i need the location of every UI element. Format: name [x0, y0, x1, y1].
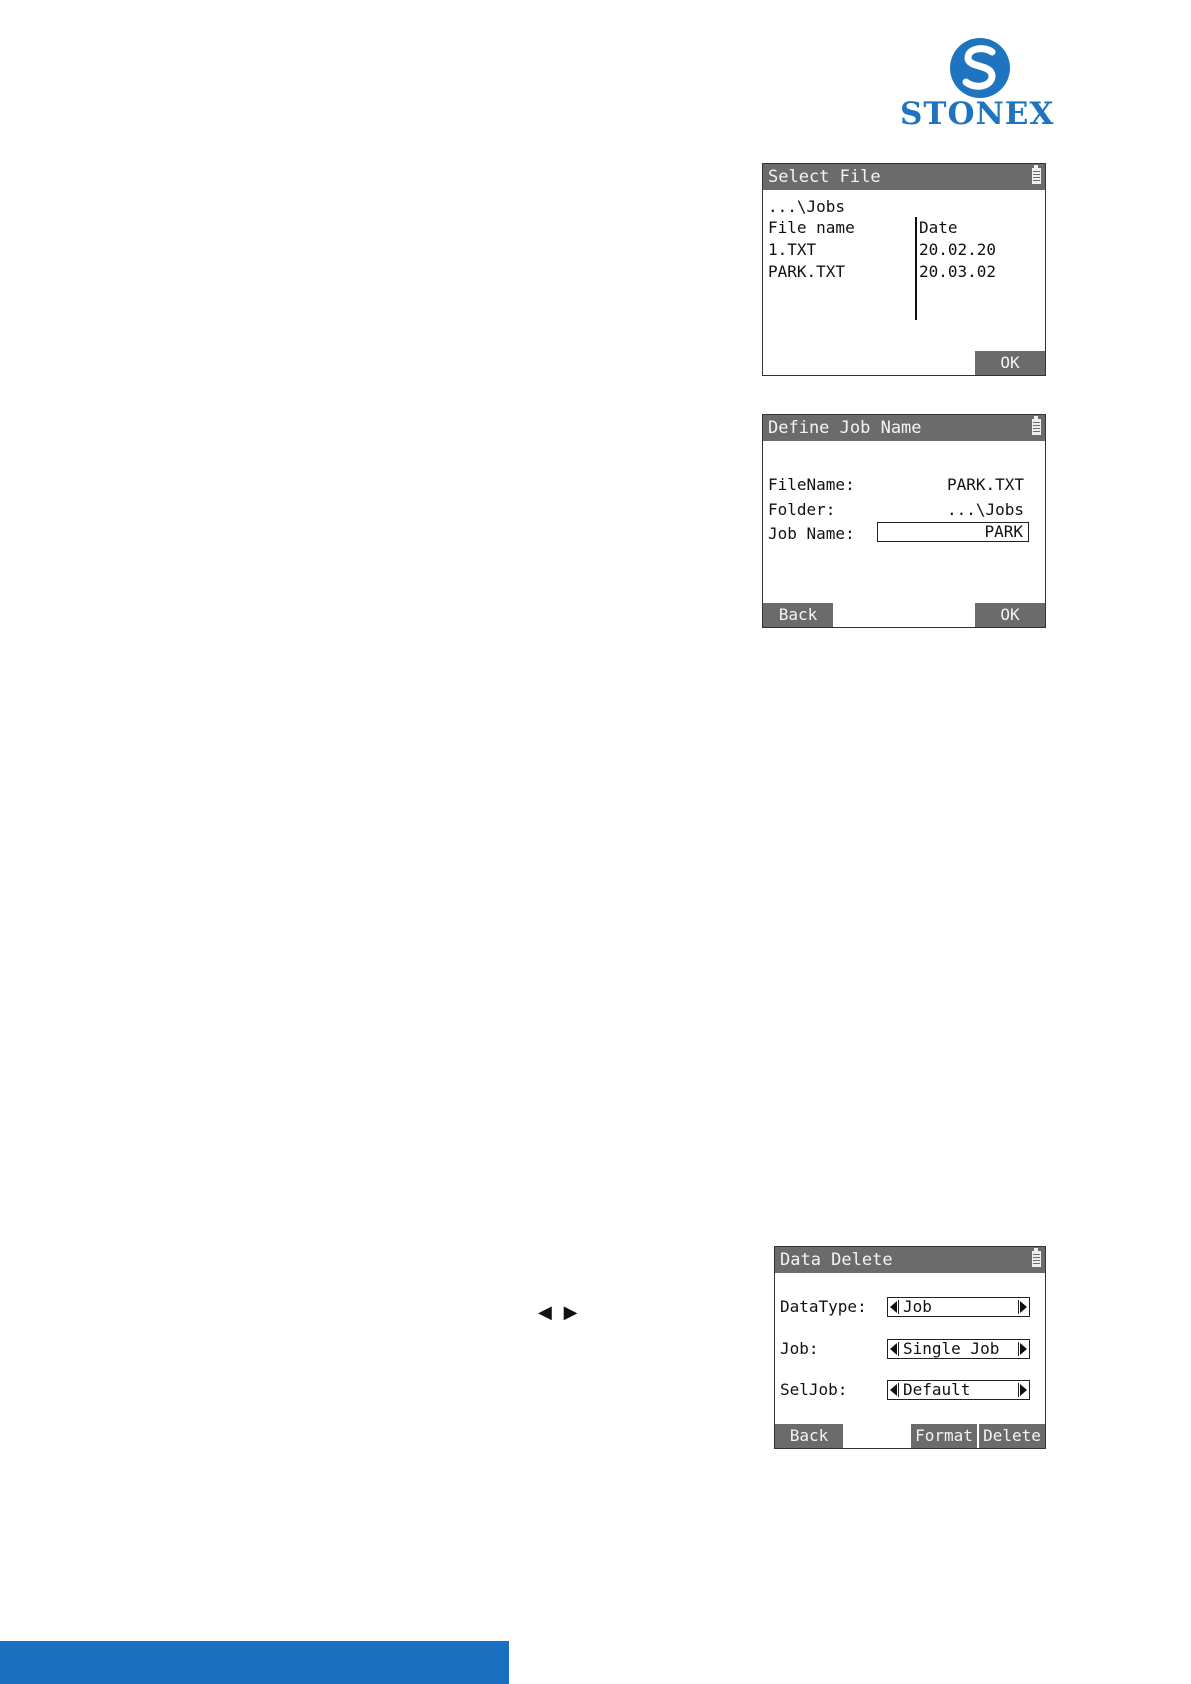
chevron-right-icon[interactable] — [1018, 1383, 1028, 1397]
right-arrow-icon: ▶ — [563, 1302, 578, 1323]
select-file-titlebar — [763, 164, 1045, 190]
chevron-left-icon[interactable] — [889, 1383, 899, 1397]
folder-path: ...\Jobs — [768, 197, 846, 216]
folder-value: ...\Jobs — [946, 500, 1024, 519]
footer-band — [0, 1641, 509, 1684]
jobname-label: Job Name: — [768, 524, 855, 543]
stonex-logo — [900, 36, 1055, 136]
back-button[interactable]: Back — [763, 603, 833, 627]
datatype-selector[interactable] — [887, 1297, 1030, 1317]
chevron-right-icon[interactable] — [1018, 1342, 1028, 1356]
seljob-selector[interactable] — [887, 1380, 1030, 1400]
job-value: Single Job — [903, 1339, 1000, 1358]
file-row-date: 20.03.02 — [919, 262, 997, 281]
column-header-date: Date — [919, 218, 958, 237]
battery-icon — [1032, 419, 1041, 435]
datatype-value: Job — [903, 1297, 932, 1316]
job-label: Job: — [780, 1339, 819, 1358]
chevron-left-icon[interactable] — [889, 1342, 899, 1356]
define-job-screen — [762, 414, 1046, 628]
datatype-label: DataType: — [780, 1297, 867, 1316]
job-selector[interactable] — [887, 1339, 1030, 1359]
seljob-label: SelJob: — [780, 1380, 848, 1399]
select-file-title: Select File — [768, 167, 881, 187]
left-arrow-icon: ◀ — [538, 1302, 552, 1323]
ok-button[interactable]: OK — [975, 603, 1045, 627]
column-divider — [915, 217, 917, 320]
define-job-titlebar — [763, 415, 1045, 441]
battery-icon — [1032, 1251, 1041, 1267]
seljob-value: Default — [903, 1380, 971, 1399]
jobname-input[interactable]: PARK — [877, 522, 1029, 542]
delete-button[interactable]: Delete — [978, 1424, 1045, 1448]
battery-icon — [1032, 168, 1041, 184]
chevron-right-icon[interactable] — [1018, 1300, 1028, 1314]
nav-arrows — [538, 1302, 577, 1323]
file-row-name[interactable]: PARK.TXT — [768, 262, 846, 281]
filename-label: FileName: — [768, 475, 855, 494]
select-file-screen — [762, 163, 1046, 376]
chevron-left-icon[interactable] — [889, 1300, 899, 1314]
data-delete-title: Data Delete — [780, 1250, 893, 1270]
back-button[interactable]: Back — [775, 1424, 843, 1448]
file-row-date: 20.02.20 — [919, 240, 997, 259]
column-header-filename: File name — [768, 218, 855, 237]
data-delete-titlebar — [775, 1247, 1045, 1273]
file-row-name[interactable]: 1.TXT — [768, 240, 817, 259]
ok-button[interactable]: OK — [975, 351, 1045, 375]
filename-value: PARK.TXT — [946, 475, 1024, 494]
data-delete-screen — [774, 1246, 1046, 1449]
brand-name: STONEX — [900, 96, 1055, 132]
define-job-title: Define Job Name — [768, 418, 922, 438]
format-button[interactable]: Format — [911, 1424, 977, 1448]
stonex-emblem-icon — [948, 36, 1012, 100]
folder-label: Folder: — [768, 500, 836, 519]
